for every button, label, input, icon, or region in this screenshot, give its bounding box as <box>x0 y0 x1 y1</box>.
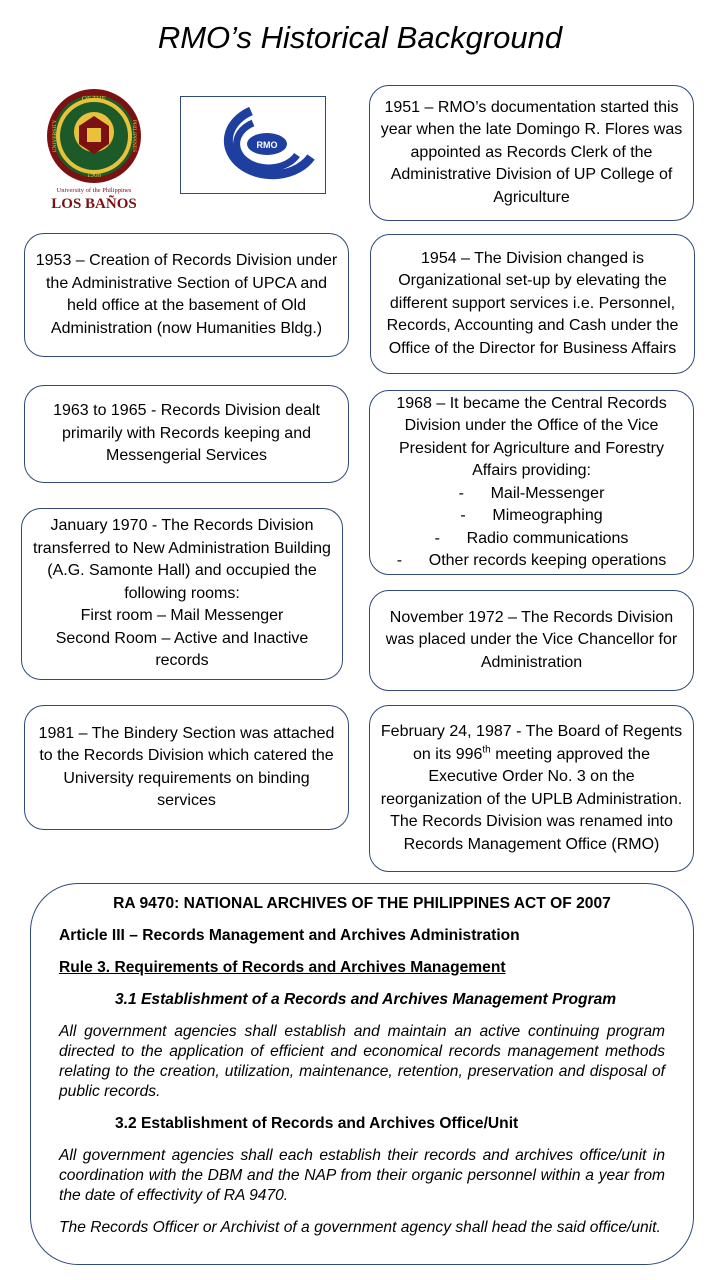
seal-left-text: UNIVERSITY <box>52 119 58 153</box>
seal-top-text: OF THE <box>81 95 107 103</box>
box-1968-text: 1968 – It became the Central Records Division under the Office of the Vice President for Agriculture and Forestry Affairs providing: <box>396 394 667 479</box>
box-1951 <box>369 85 694 221</box>
seal-year: 1908 <box>87 171 101 179</box>
up-big-text: LOS BAÑOS <box>51 196 137 212</box>
box-1981-text: 1981 – The Bindery Section was attached to the Records Division which catered the University requirements on binding services <box>38 724 335 809</box>
list-item: - Mail-Messenger <box>458 484 605 502</box>
box-1953 <box>24 233 349 357</box>
seal-right-text: PHILIPPINES <box>131 119 137 153</box>
ra-paragraph-3-1: All government agencies shall establish and maintain an active continuing program directed to the application of efficient and economical records management methods relating to the creation, utilization, maintenance, retention, preservation and disposal of public records. <box>59 1023 665 1100</box>
box-1954 <box>370 234 695 374</box>
page-title: RMO’s Historical Background <box>157 20 563 55</box>
box-1972-text: November 1972 – The Records Division was placed under the Vice Chancellor for Administration <box>385 608 678 671</box>
ra-paragraph-head: The Records Officer or Archivist of a government agency shall head the said office/unit. <box>59 1219 661 1236</box>
box-1963 <box>24 385 349 483</box>
box-1987 <box>369 705 694 872</box>
box-1987-text: February 24, 1987 - The Board of Regents on its 996th meeting approved the Executive Order No. 3 on the reorganization of the UPLB Administration. The Records Division was renamed into Records Management Office (RMO) <box>380 723 683 853</box>
ra-article: Article III – Records Management and Archives Administration <box>59 927 520 944</box>
box-1981 <box>24 705 349 830</box>
box-1972 <box>369 590 694 691</box>
rmo-logo <box>180 96 326 194</box>
box-1951-text: 1951 – RMO’s documentation started this year when the late Domingo R. Flores was appointed as Records Clerk of the Administrative Division of UP College of Agriculture <box>380 98 683 206</box>
ra-paragraph-3-2: All government agencies shall each establish their records and archives office/unit in coordination with the DBM and the NAP from their organic personnel within a year from the date of effectivity of RA 9470. <box>59 1147 665 1204</box>
box-1963-text: 1963 to 1965 - Records Division dealt primarily with Records keeping and Messengerial Services <box>53 402 320 465</box>
box-1970 <box>21 508 343 680</box>
box-1970-text: January 1970 - The Records Division transferred to New Administration Building (A.G. Samonte Hall) and occupied the following rooms: <box>33 517 331 602</box>
ra-9470-panel <box>30 883 694 1265</box>
ra-section-3-2: 3.2 Establishment of Records and Archives Office/Unit <box>115 1115 519 1132</box>
up-small-text: University of the Philippines <box>56 187 132 194</box>
box-1968 <box>369 390 694 575</box>
box-1970-room-2: Second Room – Active and Inactive records <box>55 629 309 670</box>
box-1953-text: 1953 – Creation of Records Division under the Administrative Section of UPCA and held office at the basement of Old Administration (now Humanities Bldg.) <box>35 252 338 337</box>
list-item: - Mimeographing <box>460 507 603 524</box>
list-item: - Radio communications <box>434 529 629 547</box>
ra-heading: RA 9470: NATIONAL ARCHIVES OF THE PHILIPPINES ACT OF 2007 <box>113 895 611 912</box>
list-item: - Other records keeping operations <box>396 552 667 569</box>
box-1954-text: 1954 – The Division changed is Organizational set-up by elevating the different support services i.e. Personnel, Records, Accounting and Cash under the Office of the Director for Business Affairs <box>386 249 679 357</box>
rmo-logo-label: RMO <box>256 140 278 150</box>
up-los-banos-logo <box>44 86 144 212</box>
ra-section-3-1: 3.1 Establishment of a Records and Archives Management Program <box>115 991 617 1008</box>
ra-rule: Rule 3. Requirements of Records and Archives Management <box>59 959 506 976</box>
box-1968-list <box>397 483 666 573</box>
box-1970-room-1: First room – Mail Messenger <box>80 607 284 625</box>
